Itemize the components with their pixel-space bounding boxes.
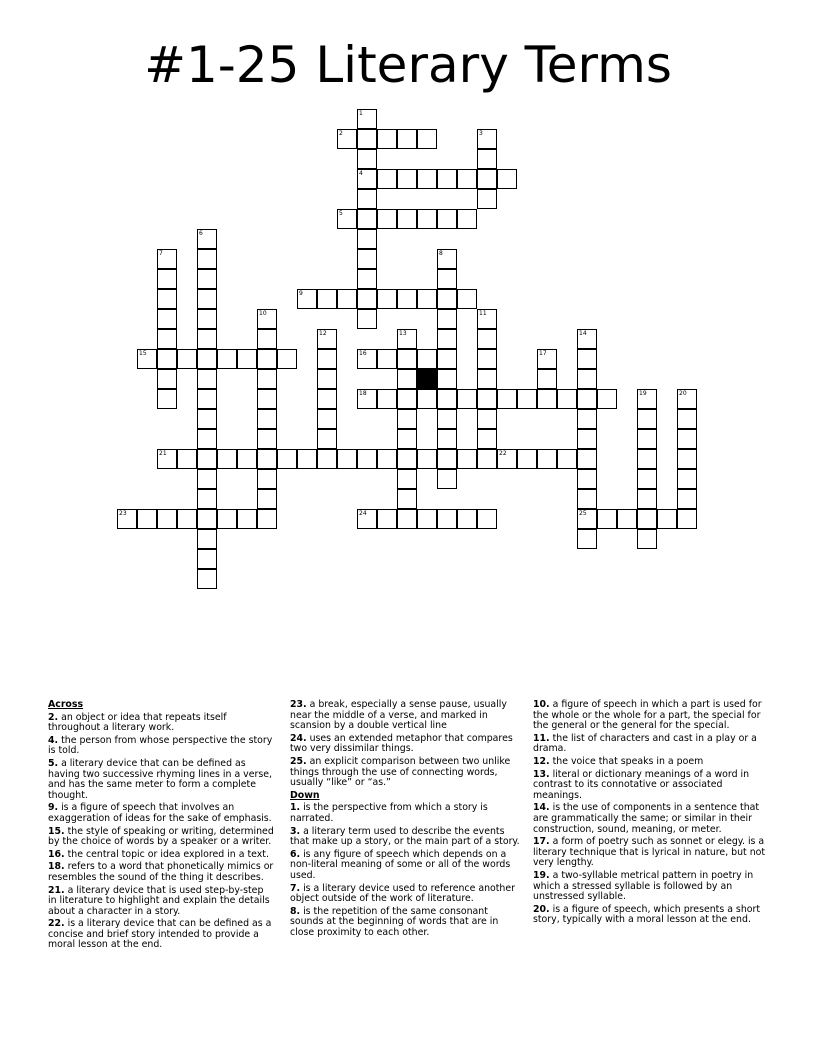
grid-cell[interactable]	[417, 349, 437, 369]
grid-cell[interactable]	[197, 449, 217, 469]
grid-cell[interactable]	[437, 209, 457, 229]
down-clue	[290, 907, 522, 939]
grid-cell[interactable]	[397, 349, 417, 369]
clue-number-label: 4.	[48, 734, 59, 746]
grid-cell[interactable]	[377, 169, 397, 189]
grid-cell[interactable]	[377, 289, 397, 309]
down-clue	[533, 837, 769, 869]
grid-cell[interactable]	[317, 369, 337, 389]
grid-cell[interactable]	[237, 449, 257, 469]
grid-cell[interactable]	[257, 409, 277, 429]
grid-cell[interactable]	[397, 209, 417, 229]
grid-cell[interactable]	[157, 369, 177, 389]
clue-number: 21	[159, 450, 167, 457]
grid-cell[interactable]	[477, 349, 497, 369]
grid-cell[interactable]	[197, 269, 217, 289]
grid-cell[interactable]	[357, 129, 377, 149]
grid-cell[interactable]	[457, 209, 477, 229]
grid-cell[interactable]	[617, 509, 637, 529]
clue-text: literal or dictionary meanings of a word in contrast to its connotative or associated meanings.	[533, 768, 750, 801]
clue-number: 25	[579, 510, 587, 517]
grid-cell[interactable]	[257, 449, 277, 469]
clue-text: is the repetition of the same consonant sounds at the beginning of words that are in close proximity to each other.	[290, 905, 499, 938]
across-clue	[48, 713, 274, 734]
grid-cell[interactable]	[537, 389, 557, 409]
grid-cell[interactable]	[417, 289, 437, 309]
grid-cell[interactable]	[577, 389, 597, 409]
grid-cell[interactable]	[257, 509, 277, 529]
clue-number: 3	[479, 130, 483, 137]
clue-text: is a literary device that can be defined as a concise and brief story intended to provide a moral lesson at the end.	[48, 918, 272, 951]
grid-cell[interactable]	[197, 549, 217, 569]
grid-cell[interactable]	[637, 509, 657, 529]
grid-cell[interactable]	[417, 509, 437, 529]
grid-cell[interactable]	[637, 489, 657, 509]
clue-number-label: 15.	[48, 825, 65, 837]
grid-cell[interactable]	[437, 329, 457, 349]
grid-cell[interactable]	[317, 349, 337, 369]
grid-cell[interactable]	[477, 409, 497, 429]
grid-cell[interactable]	[597, 389, 617, 409]
grid-cell[interactable]	[397, 509, 417, 529]
grid-cell[interactable]	[377, 129, 397, 149]
clue-number: 13	[399, 330, 407, 337]
grid-cell[interactable]	[437, 509, 457, 529]
grid-cell[interactable]	[417, 129, 437, 149]
grid-cell[interactable]	[637, 429, 657, 449]
grid-cell[interactable]	[577, 369, 597, 389]
clue-number: 2	[339, 130, 343, 137]
grid-cell[interactable]	[257, 429, 277, 449]
grid-cell[interactable]	[357, 149, 377, 169]
grid-cell[interactable]	[577, 469, 597, 489]
grid-cell[interactable]	[577, 409, 597, 429]
grid-cell[interactable]	[357, 229, 377, 249]
across-clue	[48, 827, 274, 848]
grid-cell[interactable]	[397, 169, 417, 189]
clue-number: 22	[499, 450, 507, 457]
clue-number-label: 3.	[290, 825, 301, 837]
grid-cell[interactable]	[257, 329, 277, 349]
clue-number: 17	[539, 350, 547, 357]
grid-cell[interactable]	[357, 289, 377, 309]
grid-cell[interactable]	[537, 449, 557, 469]
clue-number: 5	[339, 210, 343, 217]
clue-number-label: 7.	[290, 882, 301, 894]
clue-number: 14	[579, 330, 587, 337]
grid-cell[interactable]	[437, 349, 457, 369]
grid-cell[interactable]	[477, 329, 497, 349]
grid-cell[interactable]	[397, 289, 417, 309]
grid-cell[interactable]	[217, 509, 237, 529]
grid-cell[interactable]	[577, 429, 597, 449]
grid-cell[interactable]	[277, 349, 297, 369]
grid-cell[interactable]	[397, 449, 417, 469]
grid-cell[interactable]	[577, 449, 597, 469]
clue-text: the list of characters and cast in a play or a drama.	[533, 732, 757, 755]
grid-cell[interactable]	[177, 349, 197, 369]
grid-cell[interactable]	[257, 489, 277, 509]
grid-cell[interactable]	[437, 409, 457, 429]
grid-cell[interactable]	[317, 389, 337, 409]
grid-cell[interactable]	[437, 469, 457, 489]
clue-number-label: 17.	[533, 836, 550, 848]
clue-number-label: 1.	[290, 802, 301, 814]
clue-number-label: 14.	[533, 802, 550, 814]
down-clue	[533, 770, 769, 802]
across-clue	[290, 700, 522, 732]
page-title: #1-25 Literary Terms	[144, 36, 672, 94]
grid-cell[interactable]	[237, 509, 257, 529]
grid-cell[interactable]	[397, 389, 417, 409]
clue-text: the style of speaking or writing, determined by the choice of words by a speaker or a writer.	[48, 825, 274, 848]
grid-cell[interactable]	[637, 469, 657, 489]
grid-cell[interactable]	[637, 409, 657, 429]
down-clue	[533, 700, 769, 732]
clue-number-label: 11.	[533, 732, 550, 744]
grid-cell[interactable]	[257, 349, 277, 369]
grid-cell[interactable]	[197, 469, 217, 489]
grid-cell[interactable]	[237, 349, 257, 369]
clue-text: is a figure of speech, which presents a short story, typically with a moral lesson at the end.	[533, 903, 761, 926]
clue-number-label: 8.	[290, 905, 301, 917]
grid-cell[interactable]	[317, 409, 337, 429]
grid-cell[interactable]	[257, 369, 277, 389]
clue-text: an explicit comparison between two unlike things through the use of connecting words, usually “like” or “as.”	[290, 755, 511, 789]
clues-column-3	[533, 700, 769, 928]
grid-cell[interactable]	[677, 489, 697, 509]
down-clue	[290, 850, 522, 882]
grid-cell[interactable]	[477, 389, 497, 409]
clue-number: 6	[199, 230, 203, 237]
grid-cell[interactable]	[497, 389, 517, 409]
grid-cell[interactable]	[557, 389, 577, 409]
grid-cell[interactable]	[197, 429, 217, 449]
grid-cell[interactable]	[657, 509, 677, 529]
grid-cell[interactable]	[397, 369, 417, 389]
clue-number-label: 19.	[533, 869, 550, 881]
grid-cell[interactable]	[177, 449, 197, 469]
grid-cell[interactable]	[577, 529, 597, 549]
grid-cell[interactable]	[217, 349, 237, 369]
down-clue	[533, 757, 769, 768]
clue-text: is a literary device used to reference another object outside of the work of literature.	[290, 882, 515, 905]
grid-cell[interactable]	[177, 509, 197, 529]
clue-number-label: 25.	[290, 755, 307, 767]
grid-cell[interactable]	[197, 569, 217, 589]
clue-number: 24	[359, 510, 367, 517]
clue-text: a literary device that can be defined as having two successive rhyming lines in a verse, and has the same meter to form a complete thought.	[48, 757, 272, 801]
grid-cell[interactable]	[437, 369, 457, 389]
grid-cell[interactable]	[457, 389, 477, 409]
grid-cell[interactable]	[437, 389, 457, 409]
grid-cell[interactable]	[157, 349, 177, 369]
grid-cell[interactable]	[577, 489, 597, 509]
grid-cell[interactable]	[197, 249, 217, 269]
grid-cell[interactable]	[197, 529, 217, 549]
black-square	[417, 369, 437, 389]
grid-cell[interactable]	[277, 449, 297, 469]
grid-cell[interactable]	[477, 149, 497, 169]
grid-cell[interactable]	[417, 449, 437, 469]
grid-cell[interactable]	[377, 349, 397, 369]
grid-cell[interactable]	[337, 449, 357, 469]
grid-cell[interactable]	[537, 369, 557, 389]
grid-cell[interactable]	[437, 309, 457, 329]
grid-cell[interactable]	[157, 389, 177, 409]
grid-cell[interactable]	[357, 189, 377, 209]
clue-number-label: 16.	[48, 848, 65, 860]
clue-number: 18	[359, 390, 367, 397]
down-clue	[533, 734, 769, 755]
grid-cell[interactable]	[197, 329, 217, 349]
grid-cell[interactable]	[677, 409, 697, 429]
grid-cell[interactable]	[357, 209, 377, 229]
down-clue	[290, 827, 522, 848]
clue-number-label: 10.	[533, 699, 550, 710]
grid-cell[interactable]	[477, 369, 497, 389]
grid-cell[interactable]	[297, 449, 317, 469]
clue-number-label: 24.	[290, 732, 307, 744]
down-clue	[290, 803, 522, 824]
grid-cell[interactable]	[457, 289, 477, 309]
across-clue	[48, 919, 274, 951]
grid-cell[interactable]	[477, 189, 497, 209]
down-clue	[290, 884, 522, 905]
grid-cell[interactable]	[137, 509, 157, 529]
grid-cell[interactable]	[317, 429, 337, 449]
clue-text: the voice that speaks in a poem	[549, 755, 704, 767]
grid-cell[interactable]	[397, 489, 417, 509]
clue-number-label: 21.	[48, 884, 65, 896]
clue-number: 4	[359, 170, 363, 177]
grid-cell[interactable]	[317, 289, 337, 309]
grid-cell[interactable]	[357, 269, 377, 289]
clue-number-label: 20.	[533, 903, 550, 915]
grid-cell[interactable]	[377, 209, 397, 229]
grid-cell[interactable]	[457, 449, 477, 469]
grid-cell[interactable]	[597, 509, 617, 529]
grid-cell[interactable]	[257, 389, 277, 409]
clue-number: 10	[259, 310, 267, 317]
grid-cell[interactable]	[257, 469, 277, 489]
clue-text: the person from whose perspective the story is told.	[48, 734, 273, 757]
clue-number-label: 5.	[48, 757, 59, 769]
clue-text: a figure of speech in which a part is used for the whole or the whole for a part, the special for the general or the general for the special.	[533, 699, 762, 732]
grid-cell[interactable]	[197, 389, 217, 409]
grid-cell[interactable]	[377, 389, 397, 409]
clue-text: the central topic or idea explored in a text.	[64, 848, 269, 860]
clue-text: a form of poetry such as sonnet or elegy. is a literary technique that is lyrical in nature, but not very lengthy.	[533, 836, 766, 869]
clue-number-label: 6.	[290, 848, 301, 860]
grid-cell[interactable]	[197, 509, 217, 529]
grid-cell[interactable]	[637, 449, 657, 469]
grid-cell[interactable]	[157, 509, 177, 529]
grid-cell[interactable]	[397, 469, 417, 489]
clue-number-label: 22.	[48, 918, 65, 930]
clue-number: 9	[299, 290, 303, 297]
clue-number-label: 9.	[48, 802, 59, 814]
grid-cell[interactable]	[197, 309, 217, 329]
clue-number: 8	[439, 250, 443, 257]
clue-text: is the perspective from which a story is narrated.	[290, 802, 488, 824]
grid-cell[interactable]	[437, 449, 457, 469]
grid-cell[interactable]	[557, 449, 577, 469]
clues-column-1	[48, 700, 274, 953]
clue-text: a two-syllable metrical pattern in poetry in which a stressed syllable is followed by an unstressed syllable.	[533, 869, 754, 903]
clue-text: a literary device that is used step-by-step in literature to highlight and explain the details about a character in a story.	[48, 884, 270, 917]
grid-cell[interactable]	[397, 409, 417, 429]
clue-number: 16	[359, 350, 367, 357]
clue-text: a break, especially a sense pause, usually near the middle of a verse, and marked in scansion by a double vertical line	[290, 699, 507, 732]
clue-number: 23	[119, 510, 127, 517]
down-clue	[533, 905, 769, 926]
clue-number-label: 12.	[533, 755, 550, 767]
grid-cell[interactable]	[437, 269, 457, 289]
clue-number-label: 2.	[48, 711, 59, 723]
grid-cell[interactable]	[517, 389, 537, 409]
grid-cell[interactable]	[197, 289, 217, 309]
grid-cell[interactable]	[337, 289, 357, 309]
down-clue	[533, 803, 769, 835]
across-heading: Across	[48, 699, 84, 710]
grid-cell[interactable]	[157, 269, 177, 289]
clue-number-label: 18.	[48, 861, 65, 873]
grid-cell[interactable]	[197, 349, 217, 369]
clues-column-2	[290, 700, 522, 940]
grid-cell[interactable]	[197, 409, 217, 429]
across-clue	[48, 886, 274, 918]
grid-cell[interactable]	[397, 129, 417, 149]
grid-cell[interactable]	[517, 449, 537, 469]
grid-cell[interactable]	[437, 169, 457, 189]
clue-number: 19	[639, 390, 647, 397]
grid-cell[interactable]	[397, 429, 417, 449]
grid-cell[interactable]	[357, 449, 377, 469]
grid-cell[interactable]	[217, 449, 237, 469]
grid-cell[interactable]	[197, 369, 217, 389]
down-heading: Down	[290, 789, 320, 801]
across-clue	[48, 803, 274, 824]
grid-cell[interactable]	[317, 449, 337, 469]
across-clue	[290, 757, 522, 789]
clue-text: a literary term used to describe the events that make up a story, or the main part of a story.	[290, 825, 520, 848]
grid-cell[interactable]	[437, 429, 457, 449]
grid-cell[interactable]	[497, 169, 517, 189]
clue-text: an object or idea that repeats itself throughout a literary work.	[48, 711, 227, 734]
grid-cell[interactable]	[437, 289, 457, 309]
grid-cell[interactable]	[677, 429, 697, 449]
clue-number: 12	[319, 330, 327, 337]
grid-cell[interactable]	[457, 509, 477, 529]
down-clue	[533, 871, 769, 903]
across-clue	[48, 862, 274, 883]
grid-cell[interactable]	[417, 209, 437, 229]
grid-cell[interactable]	[477, 509, 497, 529]
across-clue	[48, 736, 274, 757]
grid-cell[interactable]	[377, 509, 397, 529]
grid-cell[interactable]	[357, 309, 377, 329]
grid-cell[interactable]	[677, 449, 697, 469]
clue-number-label: 23.	[290, 699, 307, 710]
grid-cell[interactable]	[197, 489, 217, 509]
grid-cell[interactable]	[677, 509, 697, 529]
clue-text: is any figure of speech which depends on a non-literal meaning of some or all of the words used.	[290, 848, 511, 881]
grid-cell[interactable]	[417, 389, 437, 409]
grid-cell[interactable]	[377, 449, 397, 469]
clue-text: uses an extended metaphor that compares two very dissimilar things.	[290, 732, 513, 755]
grid-cell[interactable]	[477, 449, 497, 469]
across-clue	[48, 850, 274, 861]
clue-text: is a figure of speech that involves an exaggeration of ideas for the sake of emphasis.	[48, 802, 272, 824]
grid-cell[interactable]	[577, 349, 597, 369]
grid-cell[interactable]	[637, 529, 657, 549]
grid-cell[interactable]	[457, 169, 477, 189]
grid-cell[interactable]	[157, 329, 177, 349]
clue-text: refers to a word that phonetically mimics or resembles the sound of the thing it describes.	[48, 861, 274, 883]
clue-number: 1	[359, 110, 363, 117]
clue-number: 20	[679, 390, 687, 397]
grid-cell[interactable]	[157, 309, 177, 329]
clue-number-label: 13.	[533, 768, 550, 780]
clue-text: is the use of components in a sentence that are grammatically the same; or similar in their construction, sound, meaning, or meter.	[533, 802, 760, 835]
grid-cell[interactable]	[357, 249, 377, 269]
grid-cell[interactable]	[677, 469, 697, 489]
clue-number: 15	[139, 350, 147, 357]
grid-cell[interactable]	[477, 429, 497, 449]
clue-number: 11	[479, 310, 487, 317]
grid-cell[interactable]	[417, 169, 437, 189]
across-clue	[290, 734, 522, 755]
across-clue	[48, 759, 274, 801]
grid-cell[interactable]	[477, 169, 497, 189]
clue-number: 7	[159, 250, 163, 257]
grid-cell[interactable]	[157, 289, 177, 309]
